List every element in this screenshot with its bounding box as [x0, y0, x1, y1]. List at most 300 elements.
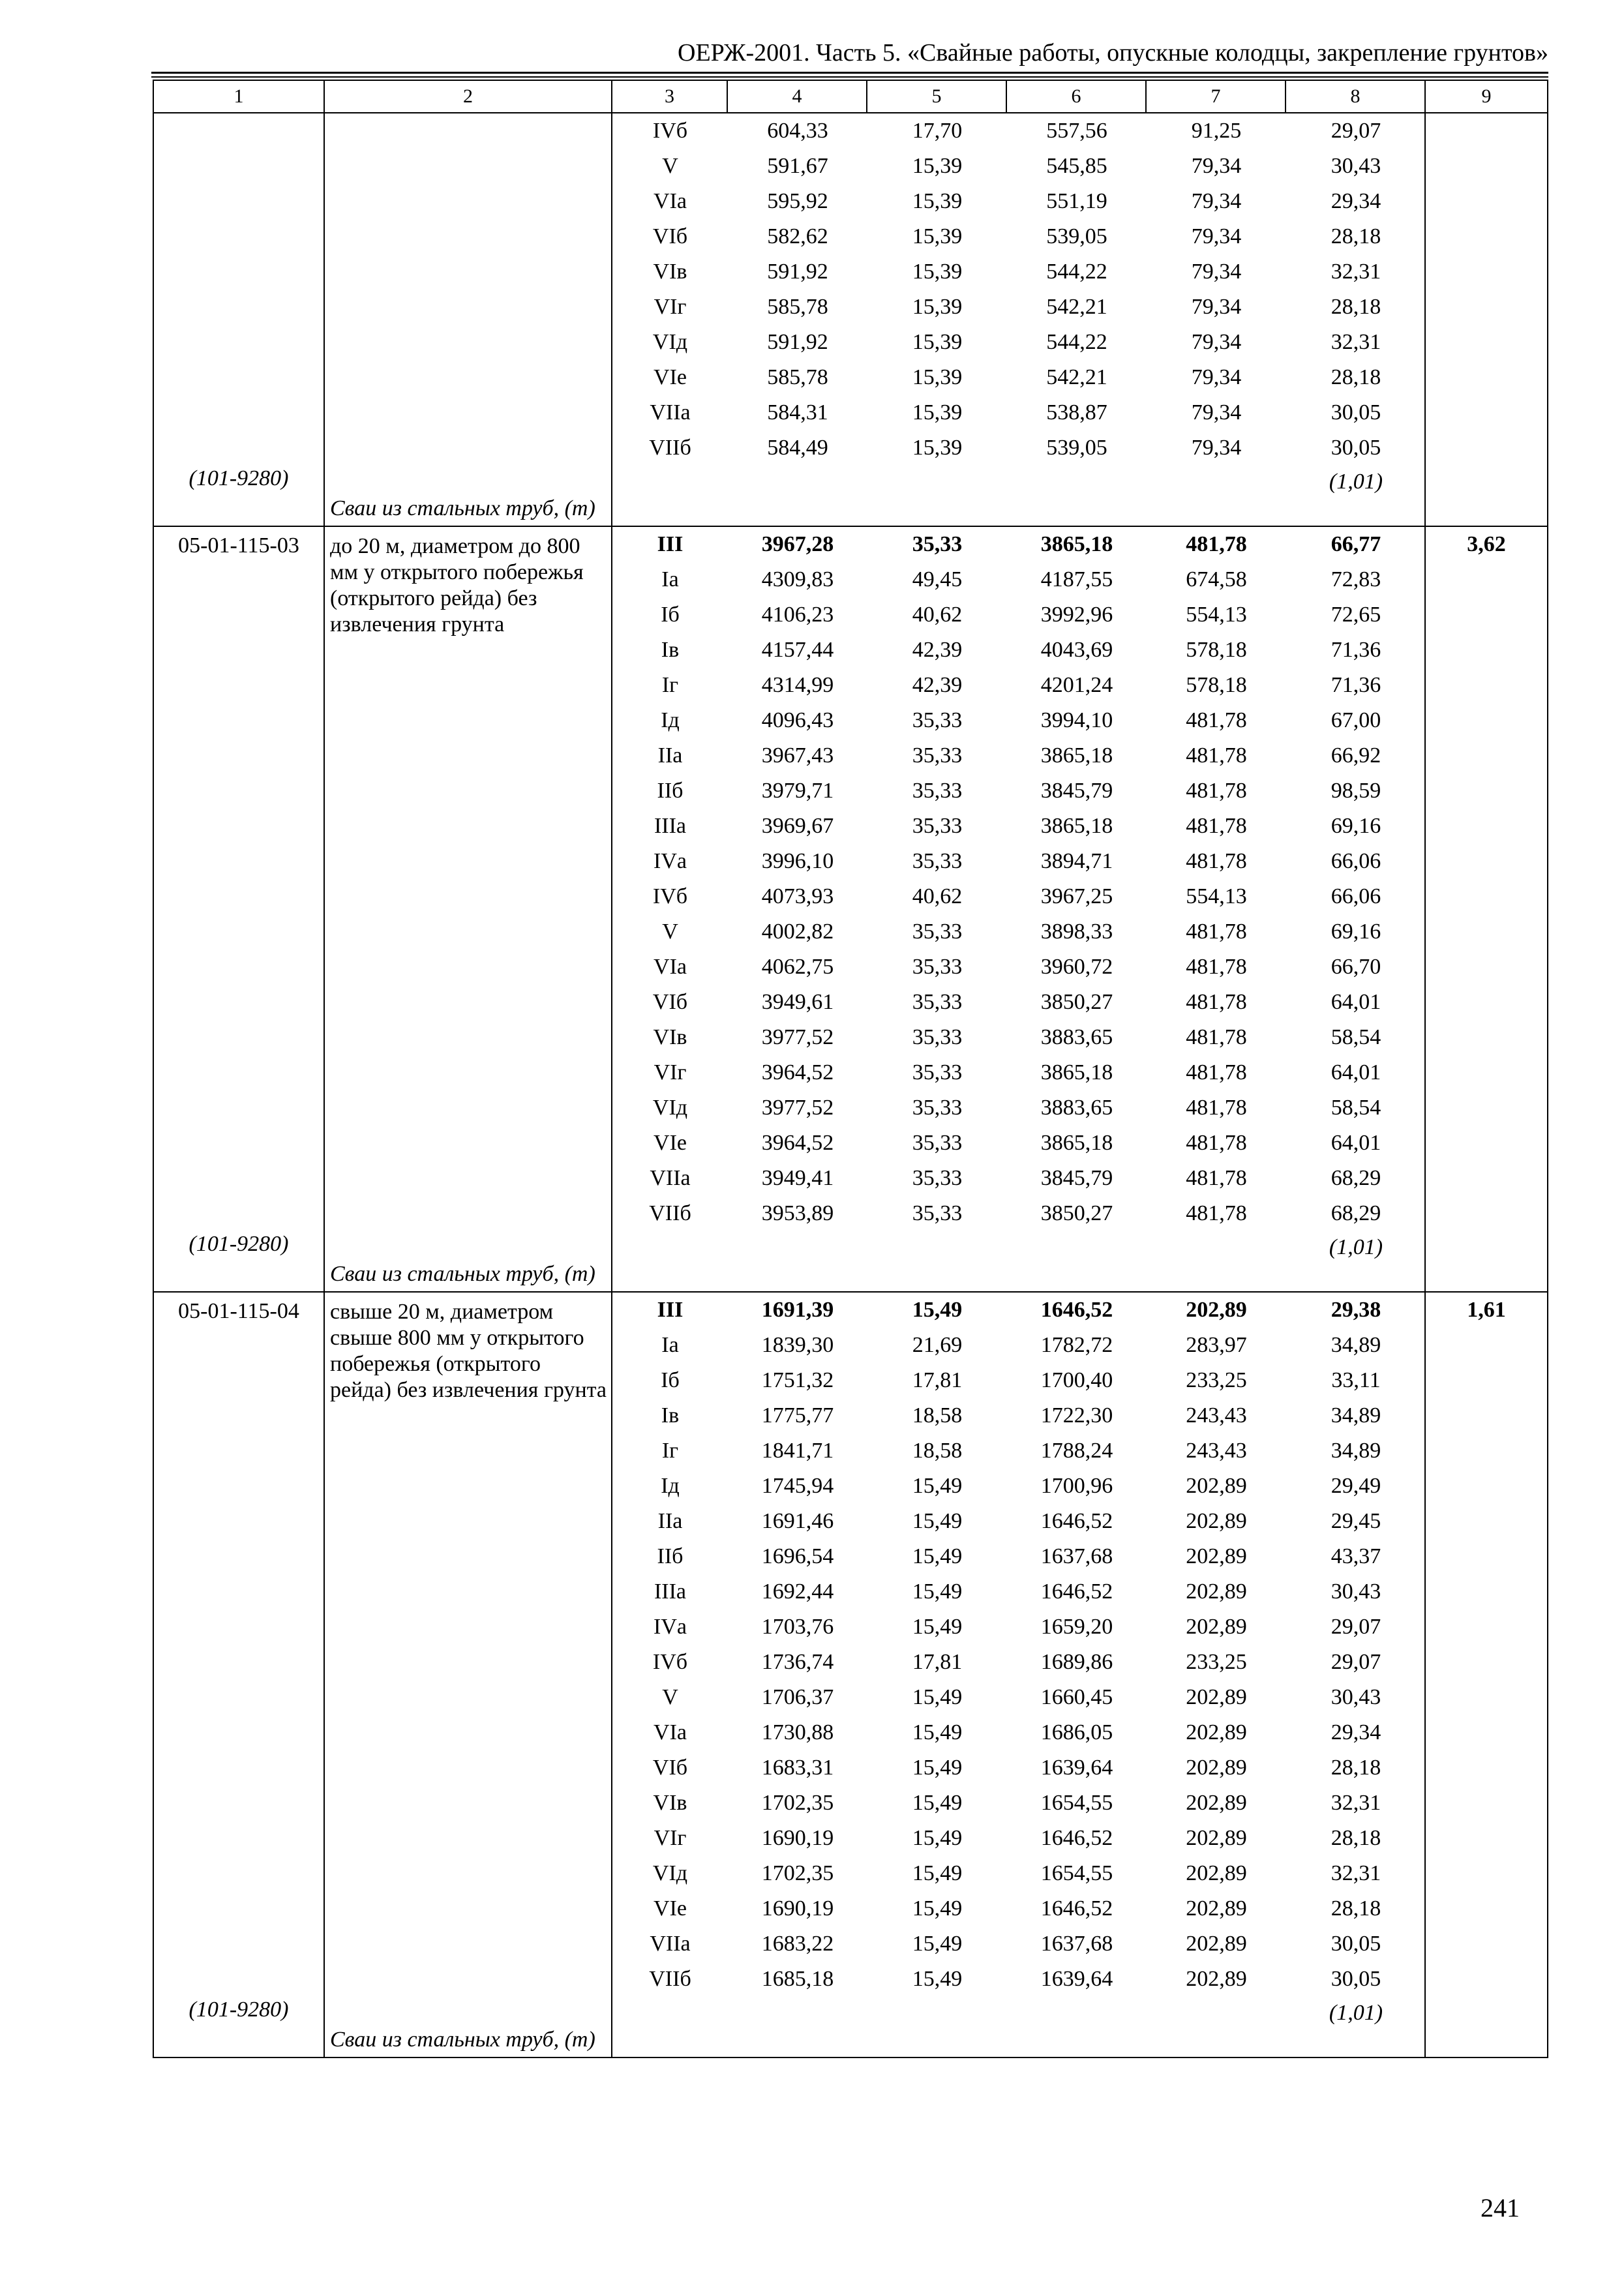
resource-quantity: (1,01): [1329, 1235, 1383, 1259]
table-row: [612, 1293, 1426, 1328]
empty-cell: [728, 466, 867, 526]
total-cost: 4106,23: [761, 603, 834, 627]
table-row: [612, 1750, 1426, 1786]
machine-cost: 3850,27: [1040, 990, 1113, 1014]
code-cell: [153, 113, 324, 526]
page-header: ОЕРЖ-2001. Часть 5. «Свайные работы, опускные колодцы, закрепление грунтов»: [678, 39, 1548, 67]
zone-values-cell: [612, 1292, 1425, 2057]
page-number: 241: [1481, 2193, 1520, 2222]
machinist-wages: 481,78: [1186, 1060, 1247, 1085]
wages: 15,39: [912, 260, 963, 284]
material-cost: 67,00: [1331, 708, 1381, 732]
zone-label: VIв: [653, 1791, 687, 1815]
material-cost: 30,05: [1331, 1967, 1381, 1991]
machinist-wages: 79,34: [1191, 154, 1242, 178]
labor-cost: 3,62: [1425, 526, 1548, 1292]
machine-cost: 3898,33: [1040, 920, 1113, 944]
zone-label: VIг: [654, 1826, 687, 1850]
zone-label: VIIб: [649, 1201, 691, 1225]
zone-values-cell: [612, 113, 1425, 526]
total-cost: 585,78: [767, 365, 828, 389]
zone-values-table: [612, 113, 1426, 526]
total-cost: 4073,93: [761, 884, 834, 908]
machinist-wages: 481,78: [1186, 1166, 1247, 1190]
machinist-wages: 674,58: [1186, 567, 1247, 591]
wages: 35,33: [912, 743, 963, 768]
wages: 17,81: [912, 1368, 963, 1392]
material-cost: 34,89: [1331, 1403, 1381, 1428]
empty-cell: [867, 466, 1007, 526]
machine-cost: 1722,30: [1040, 1403, 1113, 1428]
zone-label: VIа: [654, 189, 687, 213]
rate-group-row: [153, 113, 1548, 526]
machinist-wages: 202,89: [1186, 1474, 1247, 1498]
total-cost: 4002,82: [761, 920, 834, 944]
table-row: [612, 809, 1426, 844]
zone-label: III: [657, 532, 684, 556]
material-cost: 28,18: [1331, 365, 1381, 389]
material-cost: 29,38: [1331, 1298, 1381, 1322]
table-row: [612, 360, 1426, 395]
table-row: [612, 1715, 1426, 1750]
total-cost: 1691,39: [761, 1298, 834, 1322]
empty-cell: [867, 1231, 1007, 1291]
wages: 35,33: [912, 779, 963, 803]
empty-cell: [1147, 1997, 1286, 2057]
table-row: [612, 219, 1426, 254]
total-cost: 4314,99: [761, 673, 834, 697]
rates-table: [153, 80, 1548, 2058]
column-number: 8: [1286, 80, 1425, 113]
wages: 15,49: [912, 1474, 963, 1498]
machine-cost: 1686,05: [1040, 1720, 1113, 1744]
total-cost: 3977,52: [761, 1025, 834, 1049]
total-cost: 3949,61: [761, 990, 834, 1014]
machine-cost: 544,22: [1046, 260, 1107, 284]
total-cost: 582,62: [767, 224, 828, 248]
machine-cost: 1646,52: [1040, 1579, 1113, 1604]
column-number: 1: [153, 80, 324, 113]
material-cost: 71,36: [1331, 638, 1381, 662]
zone-label: VIв: [653, 260, 687, 284]
table-row: [612, 113, 1426, 149]
machine-cost: 1637,68: [1040, 1932, 1113, 1956]
material-cost: 29,49: [1331, 1474, 1381, 1498]
machinist-wages: 283,97: [1186, 1333, 1247, 1357]
machine-cost: 544,22: [1046, 330, 1107, 354]
wages: 40,62: [912, 884, 963, 908]
machinist-wages: 202,89: [1186, 1861, 1247, 1885]
machine-cost: 3992,96: [1040, 603, 1113, 627]
wages: 15,49: [912, 1791, 963, 1815]
table-row: [612, 1328, 1426, 1363]
machinist-wages: 481,78: [1186, 532, 1247, 556]
zone-label: Iд: [661, 708, 680, 732]
rate-code: [154, 113, 323, 117]
wages: 15,49: [912, 1579, 963, 1604]
total-cost: 1692,44: [761, 1579, 834, 1604]
machinist-wages: 79,34: [1191, 260, 1242, 284]
resource-code: (101-9280): [188, 1997, 289, 2022]
wages: 35,33: [912, 532, 963, 556]
material-cost: 68,29: [1331, 1201, 1381, 1225]
machine-cost: 538,87: [1046, 400, 1107, 425]
rate-code: 05-01-115-04: [178, 1299, 299, 1323]
total-cost: 584,49: [767, 436, 828, 460]
table-row: [612, 703, 1426, 738]
zone-label: IIIа: [654, 814, 687, 838]
machine-cost: 542,21: [1046, 365, 1107, 389]
machinist-wages: 554,13: [1186, 884, 1247, 908]
zone-label: Iв: [661, 638, 680, 662]
machine-cost: 1659,20: [1040, 1615, 1113, 1639]
zone-label: VIIа: [650, 1932, 691, 1956]
machinist-wages: 79,34: [1191, 365, 1242, 389]
empty-cell: [1007, 1997, 1147, 2057]
zone-label: VIб: [652, 1756, 688, 1780]
empty-cell: [1007, 1231, 1147, 1291]
table-row: [612, 738, 1426, 773]
machine-cost: 1788,24: [1040, 1439, 1113, 1463]
table-row: [612, 985, 1426, 1020]
zone-label: Iв: [661, 1403, 680, 1428]
rate-description: до 20 м, диаметром до 800 мм у открытого побережья (открытого рейда) без извлечения грунта: [330, 534, 584, 636]
wages: 21,69: [912, 1333, 963, 1357]
material-cost: 72,83: [1331, 567, 1381, 591]
material-cost: 29,07: [1331, 1615, 1381, 1639]
machine-cost: 3883,65: [1040, 1025, 1113, 1049]
total-cost: 1685,18: [761, 1967, 834, 1991]
machinist-wages: 233,25: [1186, 1368, 1247, 1392]
machine-cost: 4043,69: [1040, 638, 1113, 662]
rate-description: [325, 113, 611, 120]
machine-cost: 557,56: [1046, 119, 1107, 143]
total-cost: 584,31: [767, 400, 828, 425]
machinist-wages: 202,89: [1186, 1685, 1247, 1709]
empty-cell: [728, 1997, 867, 2057]
material-cost: 66,77: [1331, 532, 1381, 556]
wages: 15,49: [912, 1509, 963, 1533]
machinist-wages: 202,89: [1186, 1932, 1247, 1956]
table-row: [612, 1891, 1426, 1926]
wages: 15,39: [912, 224, 963, 248]
zone-label: IVб: [652, 119, 688, 143]
resource-material: Сваи из стальных труб, (т): [330, 2027, 595, 2052]
zone-label: III: [657, 1298, 684, 1322]
resource-row: [612, 466, 1426, 526]
table-row: [612, 633, 1426, 668]
wages: 17,81: [912, 1650, 963, 1674]
total-cost: 1702,35: [761, 1861, 834, 1885]
wages: 15,49: [912, 1298, 963, 1322]
machinist-wages: 481,78: [1186, 814, 1247, 838]
wages: 15,49: [912, 1685, 963, 1709]
wages: 35,33: [912, 849, 963, 873]
zone-label: VIа: [654, 1720, 687, 1744]
zone-label: VIIа: [650, 1166, 691, 1190]
table-row: [612, 668, 1426, 703]
empty-cell: [612, 1231, 728, 1291]
wages: 15,49: [912, 1544, 963, 1568]
total-cost: 3996,10: [761, 849, 834, 873]
zone-label: V: [662, 154, 678, 178]
total-cost: 3969,67: [761, 814, 834, 838]
material-cost: 32,31: [1331, 330, 1381, 354]
material-cost: 64,01: [1331, 1060, 1381, 1085]
total-cost: 1690,19: [761, 1896, 834, 1921]
wages: 15,49: [912, 1861, 963, 1885]
wages: 18,58: [912, 1403, 963, 1428]
material-cost: 28,18: [1331, 1756, 1381, 1780]
wages: 35,33: [912, 1131, 963, 1155]
machinist-wages: 481,78: [1186, 955, 1247, 979]
material-cost: 66,06: [1331, 849, 1381, 873]
column-number: 9: [1425, 80, 1548, 113]
empty-cell: [1147, 466, 1286, 526]
material-cost: 64,01: [1331, 990, 1381, 1014]
zone-label: V: [662, 1685, 678, 1709]
machine-cost: 1646,52: [1040, 1298, 1113, 1322]
resource-row: [612, 1997, 1426, 2057]
material-cost: 30,05: [1331, 436, 1381, 460]
wages: 15,39: [912, 365, 963, 389]
column-numbers-row: [153, 80, 1548, 113]
material-cost: 66,06: [1331, 884, 1381, 908]
table-row: [612, 1574, 1426, 1609]
column-number: 3: [612, 80, 727, 113]
machine-cost: 3865,18: [1040, 532, 1113, 556]
rate-code: 05-01-115-03: [178, 533, 299, 558]
machine-cost: 1646,52: [1040, 1509, 1113, 1533]
machinist-wages: 481,78: [1186, 990, 1247, 1014]
machinist-wages: 202,89: [1186, 1756, 1247, 1780]
machinist-wages: 481,78: [1186, 708, 1247, 732]
total-cost: 3964,52: [761, 1060, 834, 1085]
material-cost: 43,37: [1331, 1544, 1381, 1568]
material-cost: 28,18: [1331, 1826, 1381, 1850]
zone-label: VIг: [654, 295, 687, 319]
table-row: [612, 1433, 1426, 1469]
table-row: [612, 184, 1426, 219]
machine-cost: 3845,79: [1040, 779, 1113, 803]
machine-cost: 1689,86: [1040, 1650, 1113, 1674]
material-cost: 29,34: [1331, 1720, 1381, 1744]
machinist-wages: 481,78: [1186, 920, 1247, 944]
machinist-wages: 202,89: [1186, 1896, 1247, 1921]
wages: 15,49: [912, 1967, 963, 1991]
table-row: [612, 1055, 1426, 1090]
table-row: [612, 527, 1426, 562]
material-cost: 30,43: [1331, 1685, 1381, 1709]
wages: 35,33: [912, 708, 963, 732]
table-row: [612, 1786, 1426, 1821]
table-row: [612, 562, 1426, 597]
header-rule-thin: [151, 76, 1548, 78]
material-cost: 28,18: [1331, 1896, 1381, 1921]
total-cost: 4096,43: [761, 708, 834, 732]
wages: 35,33: [912, 1096, 963, 1120]
table-row: [612, 1609, 1426, 1645]
table-row: [612, 879, 1426, 914]
table-row: [612, 290, 1426, 325]
zone-label: VIб: [652, 224, 688, 248]
description-cell: [324, 1292, 612, 2057]
total-cost: 4062,75: [761, 955, 834, 979]
material-cost: 30,05: [1331, 400, 1381, 425]
total-cost: 1736,74: [761, 1650, 834, 1674]
material-cost: 32,31: [1331, 1861, 1381, 1885]
table-row: [612, 914, 1426, 950]
total-cost: 3979,71: [761, 779, 834, 803]
resource-row: [612, 1231, 1426, 1291]
zone-label: VIIб: [649, 1967, 691, 1991]
total-cost: 3953,89: [761, 1201, 834, 1225]
code-cell: [153, 526, 324, 1292]
machinist-wages: 79,34: [1191, 224, 1242, 248]
zone-label: VIг: [654, 1060, 687, 1085]
machinist-wages: 202,89: [1186, 1509, 1247, 1533]
table-row: [612, 1962, 1426, 1997]
table-row: [612, 149, 1426, 184]
machinist-wages: 202,89: [1186, 1826, 1247, 1850]
material-cost: 30,05: [1331, 1932, 1381, 1956]
machine-cost: 1639,64: [1040, 1967, 1113, 1991]
material-cost: 68,29: [1331, 1166, 1381, 1190]
machine-cost: 1639,64: [1040, 1756, 1113, 1780]
machine-cost: 1637,68: [1040, 1544, 1113, 1568]
resource-material: Сваи из стальных труб, (т): [330, 496, 595, 520]
machinist-wages: 79,34: [1191, 330, 1242, 354]
wages: 18,58: [912, 1439, 963, 1463]
wages: 15,39: [912, 330, 963, 354]
material-cost: 71,36: [1331, 673, 1381, 697]
total-cost: 585,78: [767, 295, 828, 319]
material-cost: 66,70: [1331, 955, 1381, 979]
machine-cost: 1646,52: [1040, 1896, 1113, 1921]
wages: 40,62: [912, 603, 963, 627]
column-number: 2: [324, 80, 612, 113]
machine-cost: 551,19: [1046, 189, 1107, 213]
machine-cost: 1782,72: [1040, 1333, 1113, 1357]
machinist-wages: 481,78: [1186, 849, 1247, 873]
machinist-wages: 79,34: [1191, 295, 1242, 319]
material-cost: 33,11: [1331, 1368, 1381, 1392]
empty-cell: [612, 1997, 728, 2057]
total-cost: 4309,83: [761, 567, 834, 591]
machinist-wages: 79,34: [1191, 400, 1242, 425]
empty-cell: [612, 466, 728, 526]
material-cost: 28,18: [1331, 224, 1381, 248]
machine-cost: 545,85: [1046, 154, 1107, 178]
total-cost: 1775,77: [761, 1403, 834, 1428]
material-cost: 58,54: [1331, 1025, 1381, 1049]
wages: 35,33: [912, 920, 963, 944]
zone-label: VIд: [652, 1861, 688, 1885]
machinist-wages: 481,78: [1186, 1201, 1247, 1225]
total-cost: 1841,71: [761, 1439, 834, 1463]
material-cost: 32,31: [1331, 260, 1381, 284]
machine-cost: 539,05: [1046, 436, 1107, 460]
wages: 42,39: [912, 638, 963, 662]
empty-cell: [1147, 1231, 1286, 1291]
table-row: [612, 1363, 1426, 1398]
total-cost: 1745,94: [761, 1474, 834, 1498]
material-cost: 69,16: [1331, 920, 1381, 944]
zone-label: IIа: [657, 743, 683, 768]
wages: 35,33: [912, 814, 963, 838]
table-row: [612, 1680, 1426, 1715]
machine-cost: 3865,18: [1040, 814, 1113, 838]
table-row: [612, 254, 1426, 290]
wages: 35,33: [912, 1201, 963, 1225]
zone-label: IVа: [654, 1615, 687, 1639]
material-cost: 29,07: [1331, 1650, 1381, 1674]
description-cell: [324, 113, 612, 526]
total-cost: 1683,22: [761, 1932, 834, 1956]
material-cost: 64,01: [1331, 1131, 1381, 1155]
machinist-wages: 202,89: [1186, 1579, 1247, 1604]
wages: 17,70: [912, 119, 963, 143]
machine-cost: 539,05: [1046, 224, 1107, 248]
wages: 42,39: [912, 673, 963, 697]
zone-label: IVб: [652, 1650, 688, 1674]
wages: 15,39: [912, 295, 963, 319]
table-row: [612, 1020, 1426, 1055]
material-cost: 34,89: [1331, 1439, 1381, 1463]
machinist-wages: 202,89: [1186, 1791, 1247, 1815]
wages: 15,39: [912, 154, 963, 178]
table-row: [612, 1196, 1426, 1231]
material-cost: 69,16: [1331, 814, 1381, 838]
total-cost: 1690,19: [761, 1826, 834, 1850]
material-cost: 32,31: [1331, 1791, 1381, 1815]
zone-label: IIб: [657, 1544, 684, 1568]
machine-cost: 3994,10: [1040, 708, 1113, 732]
code-cell: [153, 1292, 324, 2057]
machinist-wages: 481,78: [1186, 779, 1247, 803]
machine-cost: 4201,24: [1040, 673, 1113, 697]
zone-label: VIд: [652, 330, 688, 354]
machine-cost: 542,21: [1046, 295, 1107, 319]
machine-cost: 3894,71: [1040, 849, 1113, 873]
zone-label: VIIа: [650, 400, 691, 425]
material-cost: 30,43: [1331, 1579, 1381, 1604]
zone-values-table: [612, 527, 1426, 1291]
machine-cost: 3967,25: [1040, 884, 1113, 908]
wages: 15,49: [912, 1932, 963, 1956]
table-row: [612, 395, 1426, 430]
machinist-wages: 554,13: [1186, 603, 1247, 627]
total-cost: 604,33: [767, 119, 828, 143]
machine-cost: 3865,18: [1040, 1060, 1113, 1085]
zone-label: IVб: [652, 884, 688, 908]
table-row: [612, 1090, 1426, 1126]
machine-cost: 3883,65: [1040, 1096, 1113, 1120]
wages: 15,49: [912, 1756, 963, 1780]
machinist-wages: 202,89: [1186, 1615, 1247, 1639]
total-cost: 1703,76: [761, 1615, 834, 1639]
rate-description: свыше 20 м, диаметром свыше 800 мм у открытого побережья (открытого рейда) без извлечения грунта: [330, 1300, 607, 1402]
table-row: [612, 1398, 1426, 1433]
zone-label: Iб: [661, 1368, 680, 1392]
machinist-wages: 202,89: [1186, 1544, 1247, 1568]
zone-values-cell: [612, 526, 1425, 1292]
total-cost: 1751,32: [761, 1368, 834, 1392]
labor-cost: [1425, 113, 1548, 526]
zone-label: IIб: [657, 779, 684, 803]
machinist-wages: 243,43: [1186, 1403, 1247, 1428]
material-cost: 72,65: [1331, 603, 1381, 627]
